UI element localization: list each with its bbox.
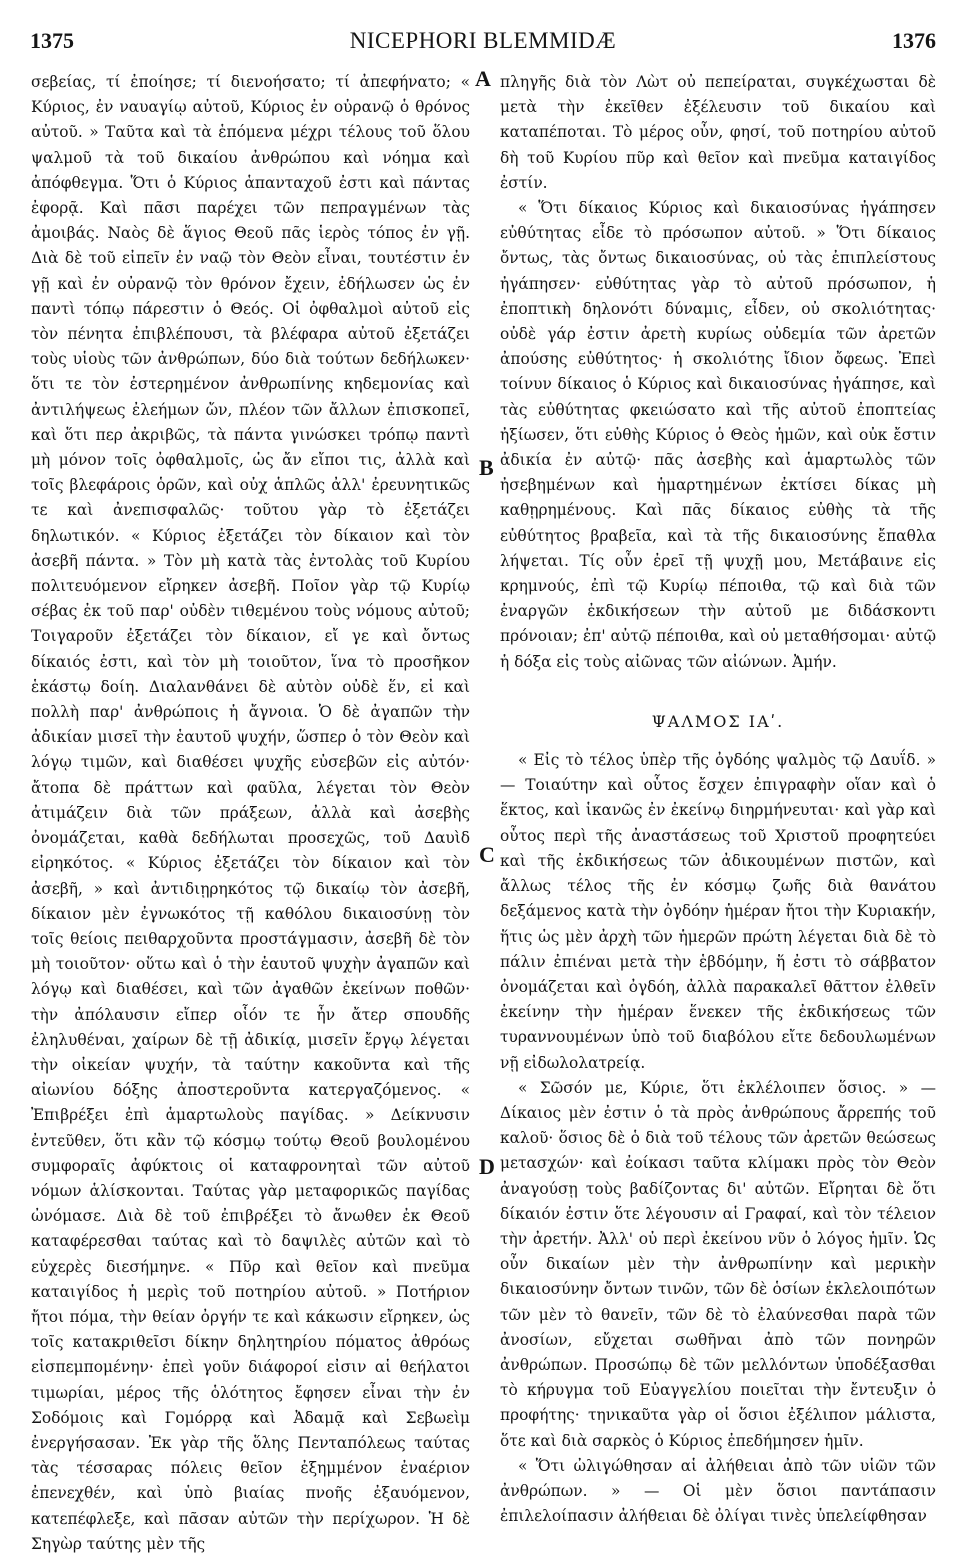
margin-marker-b: B xyxy=(479,455,494,480)
page-number-right: 1376 xyxy=(892,28,936,53)
left-column xyxy=(31,70,470,1557)
right-paragraph-1: πληγῆς διὰ τὸν Λὼτ οὐ πεπείραται, συγκέχωσται δὲ μετὰ τὴν ἐκεῖθεν ἐξέλευσιν τοῦ δικαίου καὶ καταπέποται. Τὸ μέρος οὖν, φησί, τοῦ ποτηρίου αὐτοῦ δὴ τοῦ Κυρίου πῦρ καὶ θεῖον καὶ πνεῦμα καταιγίδος ἐστίν. xyxy=(500,73,936,192)
right-paragraph-2: « Ὅτι δίκαιος Κύριος καὶ δικαιοσύνας ἠγάπησεν εὐθύτητας εἶδε τὸ πρόσωπον αὐτοῦ. » Ὅτι δίκαιος ὄντως, τὰς ὄντως δικαιοσύνας, οὐ τὰς ἐπιπλείστους ἠγάπησεν· εὐθύτητας γὰρ τὸ αὐτοῦ πρόσωπον, ἡ ἐποπτικὴ δηλονότι δύναμις, εἶδεν, οὐ σκολιότητας· οὐδὲ γάρ ἐστιν ἀρετὴ κυρίως οὐδεμία τῶν ἀρετῶν ἀπούσης εὐθύτητος· ἡ σκολιότης ἴδιον ὄφεως. Ἐπεὶ τοίνυν δίκαιος ὁ Κύριος καὶ δικαιοσύνας ἠγάπησε, καὶ τὰς εὐθύτητας φκειώσατο καὶ τῆς αὐτοῦ ἐποπτείας ἠξίωσεν, ὅτι εὐθὴς Κύριος ὁ Θεὸς ἡμῶν, καὶ οὐκ ἔστιν ἀδικία ἐν αὐτῷ· πᾶς ἀσεβὴς καὶ ἁμαρτωλὸς τῶν ἠσεβημένων καὶ ἡμαρτημένων ἐκτίσει δίκας μὴ καθῃρημένους. Καὶ πᾶς δίκαιος εὐθὴς τὰ τῆς εὐθύτητος βραβεῖα, καὶ τὰ τῆς δικαιοσύνης ἔπαθλα λήψεται. Τίς οὖν ἐρεῖ τῇ ψυχῇ μου, Μετάβαινε εἰς κρημνούς, ἐπὶ τῷ Κυρίῳ πέποιθα, τῷ καὶ διὰ τῶν ἐναργῶν ἐκδικήσεων τὴν αὐτοῦ με διδάσκοντι πρόνοιαν; ἐπ' αὐτῷ πέποιθα, καὶ οὐ μεταθήσομαι· αὐτῷ ἡ δόξα εἰς τοὺς αἰῶνας τῶν αἰώνων. Ἀμήν. xyxy=(500,199,936,671)
running-header xyxy=(30,26,936,66)
right-column xyxy=(500,70,936,1529)
psalm-heading: ΨΑΛΜΟΣ ΙΑʹ. xyxy=(651,711,785,731)
right-paragraph-3: « Εἰς τὸ τέλος ὑπὲρ τῆς ὀγδόης ψαλμὸς τῷ Δαυΐδ. » — Τοιαύτην καὶ οὗτος ἔσχεν ἐπιγραφὴν οἵαν καὶ ὁ ἕκτος, καὶ ἱκανῶς ἐν ἐκείνῳ διηρμήνευται· καὶ γὰρ καὶ οὗτος περὶ τῆς ἀναστάσεως τοῦ Χριστοῦ προφητεύει καὶ τῆς ἐκδικήσεως τῶν ἀδικουμένων πιστῶν, καὶ ἄλλως τέλος τῆς ἐν κόσμῳ ζωῆς διὰ θανάτου δεξάμενος κατὰ τὴν ὀγδόην ἡμέραν ἤτοι τὴν Κυριακήν, ἥτις ὡς μὲν ἀρχὴ τῶν ἡμερῶν πρώτη λέγεται διὰ δὲ τὸ πάλιν ἐπιέναι μετὰ τὴν ἑβδόμην, ἥ ἐστι τὸ σάββατον ὀνομάζεται καὶ ὀγδόη, ἀλλὰ παρακαλεῖ θᾶττον ἐλθεῖν ἐκείνην τὴν ἡμέραν ἕνεκεν τῆς ἐκδικήσεως τῶν τυραννουμένων ὑπὸ τοῦ διαβόλου εἴτε δεδουλωμένων νῇ εἰδωλολατρείᾳ. xyxy=(500,751,936,1072)
page-number-left: 1375 xyxy=(30,28,74,53)
margin-marker-d: D xyxy=(479,1154,495,1179)
right-paragraph-5: « Ὅτι ὠλιγώθησαν αἱ ἀλήθειαι ἀπὸ τῶν υἱῶν τῶν ἀνθρώπων. » — Οἱ μὲν ὅσιοι παντάπασιν ἐπιλελοίπασιν ἀλήθειαι δὲ ὀλίγαι τινὲς ὑπελείφθησαν xyxy=(500,1456,936,1526)
margin-marker-c: C xyxy=(479,842,495,867)
running-title: NICEPHORI BLEMMIDÆ xyxy=(349,28,617,53)
left-paragraph: σεβείας, τί ἐποίησε; τί διενοήσατο; τί ἀπεφήνατο; « Κύριος, ἐν ναυαγίῳ αὐτοῦ, Κύριος ἐν οὐρανῷ ὁ θρόνος αὐτοῦ. » Ταῦτα καὶ τὰ ἑπόμενα μέχρι τέλους τοῦ ὅλου ψαλμοῦ τὰ τοῦ δικαίου ἀνθρώπου καὶ νόημα καὶ ἀπόφθεγμα. Ὅτι ὁ Κύριος ἁπανταχοῦ ἐστι καὶ πάντας ἐφορᾷ. Καὶ πᾶσι παρέχει τῶν πεπραγμένων τὰς ἀμοιβάς. Ναὸς δὲ ἅγιος Θεοῦ πᾶς ἱερὸς τόπος ἐν γῇ. Διὰ δὲ τοῦ εἰπεῖν ἐν ναῷ τὸν Θεὸν εἶναι, τουτέστιν ἐν γῇ καὶ ἐν οὐρανῷ τὸν θρόνον ἔχειν, ἐδήλωσεν ὡς ἐν παντὶ τόπῳ πάρεστιν ὁ Θεός. Οἱ ὀφθαλμοὶ αὐτοῦ εἰς τὸν πένητα ἐπιβλέπουσι, τὰ βλέφαρα αὐτοῦ ἐξετάζει τοὺς υἱοὺς τῶν ἀνθρώπων, δύο διὰ τούτων δεδήλωκεν· ὅτι τε τὸν ἐστερημένον ἀνθρωπίνης κηδεμονίας καὶ ἀντιλήψεως ἐλεήμων ὤν, πλέον τῶν ἄλλων ἐπισκοπεῖ, καὶ ὅτι περ ἀκριβῶς, τὰ πάντα γινώσκει τρόπῳ παντὶ μὴ μόνον τοῖς ὀφθαλμοῖς, ὡς ἄν εἴποι τις, ἀλλὰ καὶ τοῖς βλεφάροις ὁρῶν, καὶ οὐχ ἁπλῶς ἀλλ' ἐρευνητικῶς τε καὶ ἀνεπισφαλῶς· τοῦτου γὰρ τὸ ἐξετάζει δηλωτικόν. « Κύριος ἐξετάζει τὸν δίκαιον καὶ τὸν ἀσεβῆ πάντα. » Τὸν μὴ κατὰ τὰς ἐντολὰς τοῦ Κυρίου πολιτευόμενον εἴρηκεν ἀσεβῆ. Ποῖον γὰρ τῷ Κυρίῳ σέβας ἐκ τοῦ παρ' οὐδὲν τιθεμένου τοὺς νόμους αὐτοῦ; Τοιγαροῦν ἐξετάζει τὸν δίκαιον, εἴ γε καὶ ὄντως δίκαιός ἐστι, καὶ τὸν μὴ τοιοῦτον, ἵνα τὸ προσῆκον ἑκάστῳ δοίη. Διαλανθάνει δὲ αὐτὸν οὐδὲ ἕν, εἰ καὶ πολλὴ παρ' ἀνθρώποις ἡ ἄγνοια. Ὁ δὲ ἀγαπῶν τὴν ἀδικίαν μισεῖ τὴν ἑαυτοῦ ψυχήν, ὥσπερ ὁ τὸν Θεὸν καὶ λόγῳ τιμῶν, καὶ διαθέσει ψυχῆς εὐσεβῶν εἰς αὐτόν· ἄτοπα δὲ πράττων καὶ φαῦλα, λέγεται τὸν Θεὸν ἀτιμάζειν διὰ τῶν πράξεων, ἀλλὰ καὶ ἀσεβὴς ὀνομάζεται, καθὰ δεδήλωται προσεχῶς, τοῦ Δαυὶδ εἰρηκότος. « Κύριος ἐξετάζει τὸν δίκαιον καὶ τὸν ἀσεβῆ, » καὶ ἀντιδιῃρηκότος τῷ δικαίῳ τὸν ἀσεβῆ, δίκαιον μὲν ἐγνωκότος τῇ καθόλου δικαιοσύνῃ τὸν τοῖς θείοις πειθαρχοῦντα προστάγμασιν, ἀσεβῆ δὲ τὸν μὴ τοιοῦτον· οὕτω καὶ ὁ τὴν ἑαυτοῦ ψυχὴν ἀγαπῶν καὶ λόγῳ καὶ διαθέσει, καὶ τῶν ἀγαθῶν ἐκείνων ποθῶν· τὴν ἀπόλαυσιν εἴπερ οἷόν τε ἦν ἄτερ σπουδῆς ἐληλυθέναι, χαίρων δὲ τῇ ἀδικίᾳ, μισεῖν ἔργῳ λέγεται τὴν οἰκείαν ψυχήν, τὰ ταύτην κακοῦντα καὶ τῆς αἰωνίου δόξης ἀποστεροῦντα κατεργαζόμενος. « Ἐπιβρέξει ἐπὶ ἁμαρτωλοὺς παγίδας. » Δείκνυσιν ἐντεῦθεν, ὅτι κἂν τῷ κόσμῳ τούτῳ Θεοῦ βουλομένου συμφοραῖς ἀφύκτοις οἱ καταφρονηταὶ τῶν αὐτοῦ νόμων ἁλίσκονται. Ταύτας γὰρ μεταφορικῶς παγίδας ὠνόμασε. Διὰ δὲ τοῦ ἐπιβρέξει τὸ ἄνωθεν ἐκ Θεοῦ καταφέρεσθαι ταύτας καὶ τὸ δαψιλὲς αὐτῶν καὶ τὸ εὐχερὲς διεσήμηνε. « Πῦρ καὶ θεῖον καὶ πνεῦμα καταιγίδος ἡ μερὶς τοῦ ποτηρίου αὐτοῦ. » Ποτήριον ἤτοι πόμα, τὴν θείαν ὀργήν τε καὶ κάκωσιν εἴρηκεν, ὡς τοῖς κατακριθεῖσι δίκην δηλητηρίου πόματος ἀθρόως εἰσπεμπομένην· ἐπεὶ γοῦν διάφοροί εἰσιν αἱ θεήλατοι τιμωρίαι, μέρος τῆς ὁλότητος ἔφησεν εἶναι τὴν ἐν Σοδόμοις καὶ Γομόρρᾳ καὶ Ἀδαμᾷ καὶ Σεβωεὶμ ἐνεργήσασαν. Ἐκ γὰρ τῆς ὅλης Πενταπόλεως ταύτας τὰς τέσσαρας πόλεις θεῖον ἐξημμένον ἐναέριον ἐπενεχθέν, καὶ ὑπὸ βιαίας πνοῆς ἐξαυόμενον, κατεπέφλεξε, καὶ πᾶσαν αὐτῶν τὴν περίχωρον. Ἡ δὲ Σηγὼρ ταύτης μὲν τῆς xyxy=(31,73,470,1553)
margin-marker-a: A xyxy=(475,66,491,91)
right-paragraph-4: « Σῶσόν με, Κύριε, ὅτι ἐκλέλοιπεν ὅσιος. » — Δίκαιος μὲν ἐστιν ὁ τὰ πρὸς ἀνθρώπους ἄρρεπής τοῦ καλοῦ· ὅσιος δὲ ὁ διὰ τοῦ τέλους τῶν ἀρετῶν θεώσεως μετασχών· καὶ ἐοίκασι ταῦτα κλίμακι πρὸς τὸν Θεὸν ἀναγούσῃ τοὺς βαδίζοντας δι' αὐτῶν. Εἴρηται δὲ ὅτι δίκαιόν ἐστιν ὅτε λέγουσιν αἱ Γραφαί, καὶ τὸν τέλειον τὴν ἀρετήν. Ἀλλ' οὐ περὶ ἐκείνου νῦν ὁ λόγος ἡμῖν. Ὡς οὖν δικαίων μὲν τὴν ἀνθρωπίνην καὶ μερικὴν δικαιοσύνην ὄντων τινῶν, τῶν δὲ ὁσίων ἐκλελοιπότων τῶν μὲν τὸ θανεῖν, τῶν δὲ τὸ ἐλαύνεσθαι παρὰ τῶν ἀνοσίων, εὔχεται σωθῆναι ἀπὸ τῶν πονηρῶν ἀνθρώπων. Προσώπῳ δὲ τῶν μελλόντων ὑποδέξασθαι τὸ κήρυγμα τοῦ Εὐαγγελίου ποιεῖται τὴν ἔντευξιν ὁ προφήτης· τηνικαῦτα γὰρ οἱ ὅσιοι ἐξέλιπον μάλιστα, ὅτε καὶ διὰ σαρκὸς ὁ Κύριος ἐπεδήμησεν ἡμῖν. xyxy=(500,1078,936,1450)
